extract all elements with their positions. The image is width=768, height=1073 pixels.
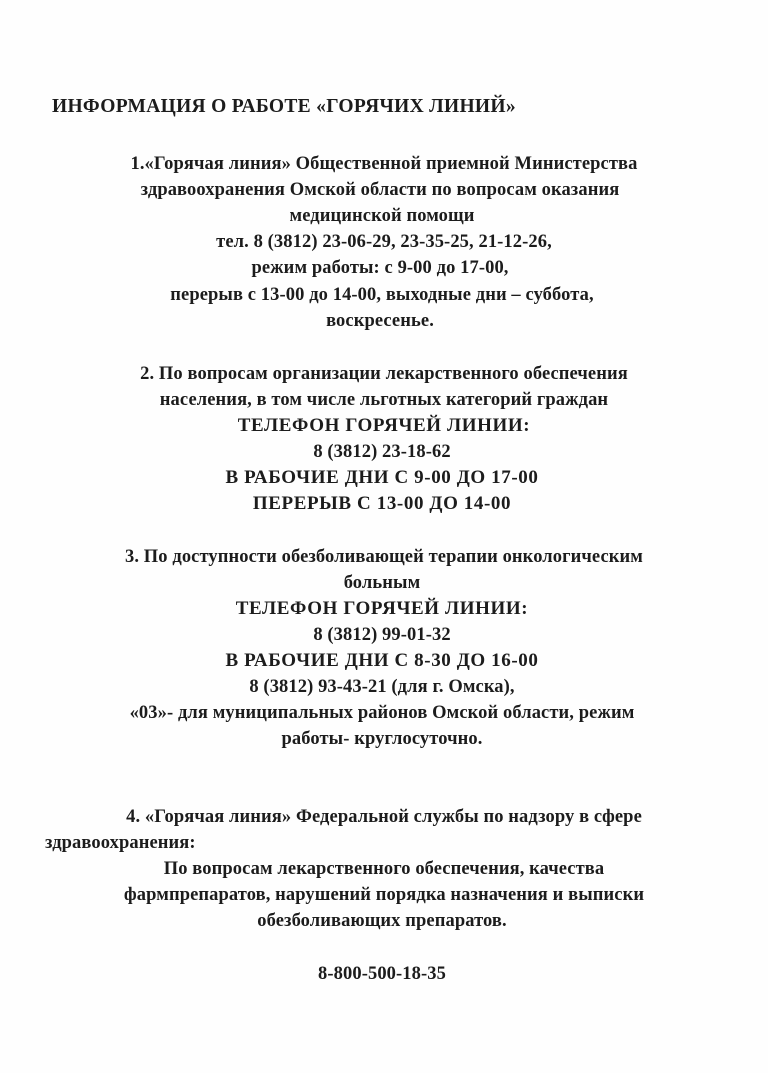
section-2-hours: В РАБОЧИЕ ДНИ С 9-00 ДО 17-00 [225, 467, 539, 488]
section-4-phone: 8-800-500-18-35 [318, 964, 446, 984]
section-1-line-7: воскресенье. [326, 311, 434, 331]
section-3-omsk-phone: 8 (3812) 93-43-21 (для г. Омска), [249, 677, 515, 697]
section-3-hours: В РАБОЧИЕ ДНИ С 8-30 ДО 16-00 [225, 650, 539, 671]
page-title: ИНФОРМАЦИЯ О РАБОТЕ «ГОРЯЧИХ ЛИНИЙ» [52, 96, 516, 117]
section-1-hours: режим работы: с 9-00 до 17-00, [251, 258, 509, 278]
section-1-break: перерыв с 13-00 до 14-00, выходные дни – суббота, [170, 285, 594, 305]
section-4-line-5: обезболивающих препаратов. [257, 911, 507, 931]
section-3-line-7: «03»- для муниципальных районов Омской области, режим [129, 703, 635, 723]
section-1-line-3: медицинской помощи [289, 206, 475, 226]
section-4-line-3: По вопросам лекарственного обеспечения, качества [163, 859, 605, 879]
section-2-hotline-heading: ТЕЛЕФОН ГОРЯЧЕЙ ЛИНИИ: [237, 415, 531, 436]
section-4-line-1: 4. «Горячая линия» Федеральной службы по надзору в сфере [126, 807, 642, 827]
section-1-phones: тел. 8 (3812) 23-06-29, 23-35-25, 21-12-26, [216, 232, 552, 252]
section-2-line-1: 2. По вопросам организации лекарственного обеспечения [140, 364, 628, 384]
section-3-hotline-heading: ТЕЛЕФОН ГОРЯЧЕЙ ЛИНИИ: [235, 598, 529, 619]
section-3-line-8: работы- круглосуточно. [281, 729, 483, 749]
section-2-phone: 8 (3812) 23-18-62 [313, 442, 451, 462]
section-3-phone: 8 (3812) 99-01-32 [313, 625, 451, 645]
section-1-line-1: 1.«Горячая линия» Общественной приемной Министерства [130, 154, 638, 174]
section-1-line-2: здравоохранения Омской области по вопросам оказания [140, 180, 620, 200]
section-2-break: ПЕРЕРЫВ С 13-00 ДО 14-00 [252, 493, 512, 514]
section-3-line-1: 3. По доступности обезболивающей терапии онкологическим [125, 547, 643, 567]
section-3-line-2: больным [343, 573, 421, 593]
section-4-line-2: здравоохранения: [45, 833, 196, 853]
section-2-line-2: населения, в том числе льготных категорий граждан [159, 390, 609, 410]
section-4-line-4: фармпрепаратов, нарушений порядка назначения и выписки [123, 885, 645, 905]
